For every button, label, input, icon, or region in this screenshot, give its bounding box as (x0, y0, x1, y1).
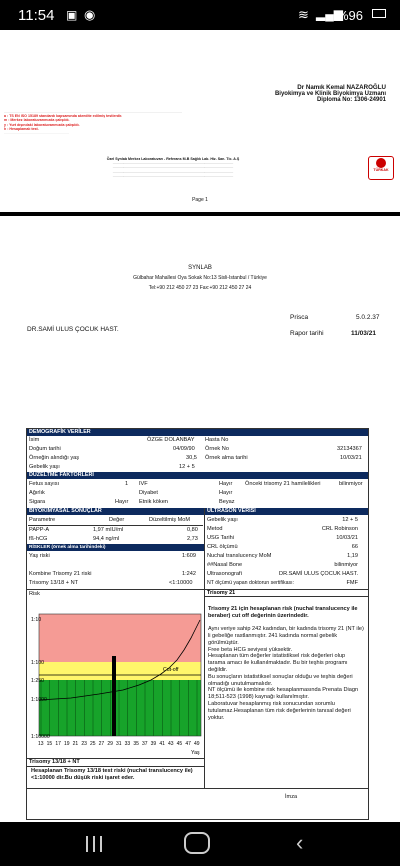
comment-divider (204, 590, 205, 788)
x-tick-49: 49 (194, 741, 200, 747)
home-button[interactable] (184, 832, 210, 854)
patient-no-label: Hasta No (205, 437, 229, 443)
x-tick-47: 47 (185, 741, 191, 747)
prisca-version: 5.0.2.37 (356, 314, 380, 321)
doctor-specialty: Biyokimya ve Klinik Biyokimya Uzmanı (274, 91, 386, 97)
report-date: 11/03/21 (351, 330, 376, 337)
t21-comment-bold: Trisomy 21 için hesaplanan risk (nuchal translucency ile beraber) cut off değerinin üzerindedir. (208, 605, 358, 619)
x-tick-33: 33 (124, 741, 131, 747)
x-tick-35: 35 (133, 741, 139, 747)
name-value: ÖZGE DOLANBAY (147, 437, 195, 443)
synlab-name: SYNLAB (188, 265, 212, 271)
y-tick-1-100: 1:100 (31, 660, 44, 666)
sample-date-label: Örnek alma tarihi (205, 455, 248, 461)
diabetes-label: Diyabet (139, 490, 158, 496)
nt-mom-value: 1,19 (347, 553, 358, 559)
nt-cert-label: NT ölçümü yapan doktorun sertifikası: (207, 580, 294, 586)
t1318-label: Trisomy 13/18 + NT (29, 580, 79, 586)
us-gestation-label: Gebelik yaşı (207, 517, 238, 523)
name-label: İsim (29, 437, 40, 443)
turkak-badge (368, 156, 394, 180)
fetus-value: 1 (125, 481, 129, 487)
gestation-label: Gebelik yaşı (29, 464, 60, 470)
papp-a-value: 1,97 mIU/ml (93, 527, 124, 533)
nt-mom-label: Nuchal translucency MoM (207, 553, 272, 559)
papp-a-mom: 0,80 (187, 527, 198, 533)
nasal-bone-value: bilinmiyor (334, 562, 358, 568)
age-risk-value: 1:609 (182, 553, 196, 559)
ivf-label: IVF (139, 481, 148, 487)
y-tick-1-1000: 1:1000 (31, 697, 47, 703)
signal-icon: ▂▄▆ (316, 7, 343, 21)
x-tick-45: 45 (176, 741, 183, 747)
biochem-col-value: Değer (109, 517, 125, 523)
risk-chart-title: Risk (29, 591, 40, 597)
x-tick-25: 25 (90, 741, 96, 747)
nt-cert-value: FMF (346, 580, 358, 586)
prev-t21-label: Önceki trisomy 21 hamilelikleri (245, 481, 321, 487)
us-gestation-value: 12 + 5 (342, 517, 358, 523)
legend-m: m : Merkez laboratuvarımızda çalışıldı. (4, 118, 70, 123)
hcg-label: fß-hCG (29, 536, 48, 542)
recent-apps-button[interactable] (84, 836, 104, 852)
status-time: 11:54 (18, 7, 55, 24)
column-divider (204, 508, 205, 590)
t1318-header-divider (27, 766, 204, 767)
x-tick-17: 17 (55, 741, 61, 747)
prev-t21-value: bilinmiyor (339, 481, 363, 487)
t1318-comment-body: Hesaplanan Trisomy 13/18 test riski (nuchal translucency ile) <1:10000 dir.Bu düşük riski işaret eder. (31, 768, 193, 781)
biochem-col-mom: Düzeltilmiş MoM (149, 517, 191, 523)
doctor-name: Dr Namık Kemal NAZAROĞLU (297, 84, 386, 91)
t1318-value: <1:10000 (169, 580, 193, 586)
page-number: Page 1 (192, 197, 208, 203)
biochem-divider (28, 525, 203, 526)
sample-age-label: Örneğin alındığı yaş (29, 455, 80, 461)
diabetes-value: Hayır (219, 490, 233, 496)
navigation-bar (0, 822, 400, 866)
signature-label: İmza (285, 794, 298, 800)
x-tick-43: 43 (168, 741, 174, 747)
back-button[interactable]: ‹ (296, 830, 304, 855)
combined-t21-value: 1:242 (182, 571, 196, 577)
x-tick-41: 41 (159, 741, 165, 747)
x-tick-31: 31 (116, 741, 122, 747)
biochem-header: BİYOKİMYASAL SONUÇLAR (27, 508, 204, 515)
us-date-value: 10/03/21 (336, 535, 358, 541)
doctor-diploma: Diploma No: 1306-24901 (316, 97, 386, 103)
hcg-value: 94,4 ng/ml (93, 536, 120, 542)
nasal-bone-label: ##Nasal Bone (207, 562, 243, 568)
signature-divider (27, 788, 368, 789)
x-tick-27: 27 (98, 741, 105, 747)
chart-low-zone (39, 680, 201, 736)
t1318-comment-header: Trisomy 13/18 + NT (29, 759, 80, 765)
t21-comment-header: Trisomy 21 (205, 590, 368, 597)
referring-doctor: DR.SAMİ ULUS ÇOCUK HAST. (27, 326, 119, 333)
sample-no-value: 32134367 (337, 446, 362, 452)
page-separator (0, 212, 400, 216)
risk-chart (27, 590, 204, 758)
us-method-value: CRL Robinson (321, 526, 358, 532)
papp-a-label: PAPP-A (29, 527, 50, 533)
chrome-icon: ◉ (84, 7, 96, 22)
smoking-label: Sigara (29, 499, 46, 505)
x-tick-39: 39 (150, 741, 157, 747)
ethnicity-value: Beyaz (219, 499, 235, 505)
birth-date-label: Doğum tarihi (29, 446, 61, 452)
risk-chart-svg (27, 590, 204, 758)
synlab-contact: Tel:+90 212 450 27 23 Fax:+90 212 450 27 24 (148, 285, 252, 291)
status-bar (0, 0, 400, 30)
chart-high-zone (39, 614, 201, 662)
x-tick-19: 19 (64, 741, 70, 747)
x-tick-37: 37 (142, 741, 148, 747)
sample-age-value: 30,5 (186, 455, 197, 461)
x-tick-23: 23 (81, 741, 87, 747)
synlab-address: Gülbahar Mahallesi Oya Sokak No:13 Sisli-Istanbul / Türkiye (133, 275, 267, 281)
us-doctor-value: DR.SAMİ ULUS ÇOCUK HAST. (279, 571, 358, 577)
t21-comment (208, 599, 364, 728)
y-tick-1-250: 1:250 (31, 678, 44, 684)
battery-percent: %96 (337, 8, 364, 23)
demographic-header: DEMOGRAFİK VERİLER (27, 429, 368, 436)
y-tick-1-10000: 1:10000 (31, 734, 50, 740)
t21-comment-body: Aynı veriye sahip 242 kadından, bir kadında trisomy 21 (NT ile) li gebeliğe rastlanmıştır. 241 kadında normal gebelik görülmüştür. Free beta HCG seviyesi yüksektir. Hesaplanan tüm değerler istatistiksel risk değerleri olup tarama amacı ile kullanılmaktadır. Bu bir teşhis programı değildir. Bu sonuçların istatistiksel sonuçlar olduğu ve teşhis değeri olmadığı unutulmamalıdır. NT ölçümü ile kombine risk hesaplanmasında Prenata Diagn 18;511-523 (1998) kaynağı kullanılmıştır. Laboratuvar hesaplanmış risk sonucundan sorumlu tutulamaz.Hesaplanan tüm risk değerlerinin tanısal değeri yoktur. (208, 626, 364, 721)
document-page (0, 30, 400, 822)
hcg-mom: 2,73 (187, 536, 198, 542)
report-date-label: Rapor tarihi (290, 330, 324, 337)
gestation-value: 12 + 5 (179, 464, 195, 470)
x-tick-29: 29 (107, 741, 113, 747)
us-date-label: USG Tarihi (207, 535, 234, 541)
ultrasound-header: ULTRASON VERİSİ (205, 508, 368, 515)
synlab-block (0, 265, 400, 291)
doctor-block (275, 84, 386, 103)
y-tick-1-10: 1:10 (31, 617, 42, 623)
combined-t21-label: Kombine Trisomy 21 riski (29, 571, 92, 577)
battery-icon (372, 9, 386, 18)
legend-a: a : TS EN ISO 15189 standardı kapsamında akredite edilmiş testlerdir. (4, 114, 123, 119)
crl-value: 66 (351, 544, 358, 550)
crl-label: CRL ölçümü (207, 544, 238, 550)
age-risk-label: Yaş riski (29, 553, 50, 559)
legend-y: y : Yurt dışındaki laboratuvarımızda çalışıldı. (4, 122, 80, 127)
ethnicity-label: Etnik köken (139, 499, 168, 505)
fetus-label: Fetus sayısı (29, 481, 60, 487)
notification-icon: ▣ (66, 8, 78, 22)
report-notes: .................................................................................................................................................................................. a : TS EN ISO 15189 standardı kapsamında akredite edilmiş testlerdir. m : Merkez laboratuvarımızda çalışıldı. y : Yurt dışındaki laboratuvarımızda çalışıldı. h : Hesaplamalı test. ................................................................. (4, 110, 394, 135)
birth-date-value: 04/09/90 (173, 446, 195, 452)
company-block: Özel Synlab Merkez Laboratuvarı - Referans M-B Sağlık Lab. Hiz. San. Tic. A.Ş ......................................................................................................................... ......................................................................................................................... ......................................................................................................................... ......................................................................................................................... (8, 157, 338, 178)
legend-h: h : Hesaplamalı test. (4, 126, 39, 131)
company-name: Özel Synlab Merkez Laboratuvarı - Referans M-B Sağlık Lab. Hiz. San. Tic. A.Ş (106, 157, 240, 161)
sample-no-label: Örnek No (205, 446, 229, 452)
x-tick-15: 15 (46, 741, 53, 747)
prisca-name: Prisca (290, 314, 309, 321)
sample-date-value: 10/03/21 (340, 455, 362, 461)
smoking-value: Hayır (115, 499, 129, 505)
wifi-icon: ≋ (298, 7, 309, 22)
weight-label: Ağırlık (29, 490, 45, 496)
us-method-label: Metod (207, 526, 223, 532)
x-tick-13: 13 (38, 741, 44, 747)
x-axis-label: Yaş (191, 750, 200, 756)
prisca-report-table (26, 428, 369, 820)
patient-risk-bar (112, 656, 116, 736)
cutoff-label: Cut-off (163, 667, 179, 673)
risks-header: RİSKLER (örnek alma tarihindeki) (27, 544, 204, 551)
correction-header: DÜZELTME FAKTÖRLERİ (27, 472, 368, 479)
turkak-label: TÜRKAK (373, 168, 389, 172)
biochem-col-param: Parametre (29, 517, 56, 523)
us-doctor-label: Ultrasonografi (207, 571, 242, 577)
x-tick-21: 21 (72, 741, 79, 747)
ivf-value: Hayır (219, 481, 233, 487)
